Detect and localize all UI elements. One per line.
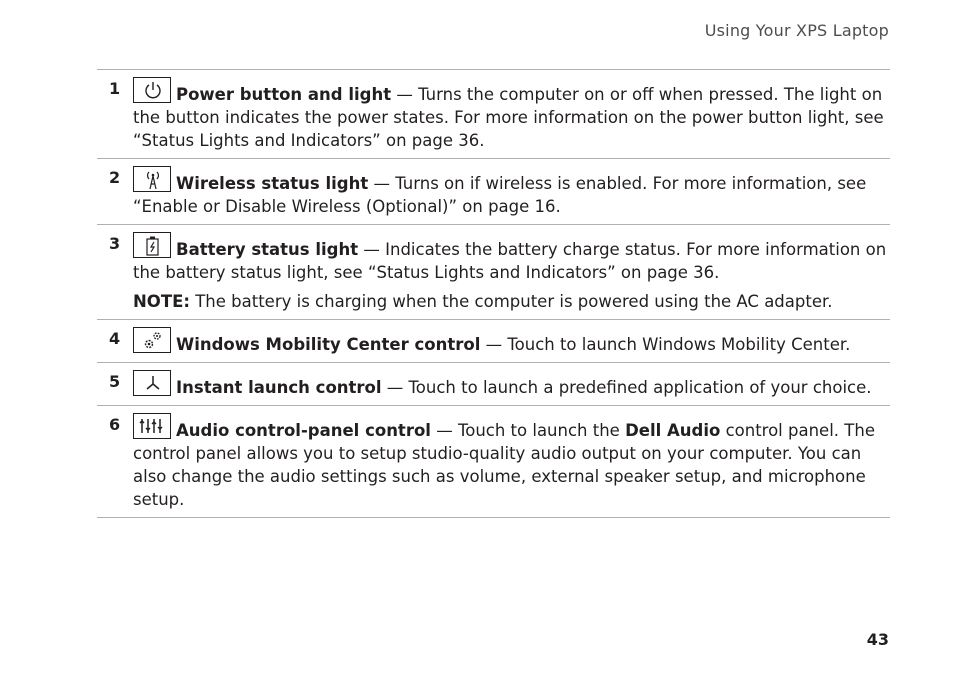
note bbox=[133, 290, 890, 313]
item-number: 5 bbox=[109, 372, 121, 391]
item-description: control panel. The control panel allows you to setup studio-quality audio output on your computer. You can also change the audio settings such as volume, external speaker setup, and microphone setup. bbox=[133, 421, 875, 509]
item-number: 4 bbox=[109, 329, 121, 348]
item-number: 6 bbox=[109, 415, 121, 434]
list-item bbox=[97, 159, 890, 225]
dell-audio-label: Dell Audio bbox=[625, 421, 721, 440]
item-number: 3 bbox=[109, 234, 121, 253]
list-item bbox=[97, 363, 890, 406]
mobility-center-icon bbox=[133, 327, 171, 353]
running-header: Using Your XPS Laptop bbox=[704, 21, 889, 40]
instant-launch-icon bbox=[133, 370, 171, 396]
item-title: Power button and light bbox=[176, 85, 392, 104]
list-item bbox=[97, 406, 890, 518]
battery-icon bbox=[133, 232, 171, 258]
item-number: 1 bbox=[109, 79, 121, 98]
item-title: Audio control-panel control bbox=[176, 421, 431, 440]
item-title: Windows Mobility Center control bbox=[176, 335, 481, 354]
wireless-icon bbox=[133, 166, 171, 192]
item-description: — Touch to launch a predefined application of your choice. bbox=[381, 378, 872, 397]
page-number: 43 bbox=[866, 630, 889, 649]
item-title: Battery status light bbox=[176, 240, 359, 259]
item-description: — Indicates the battery charge status. For more information on the battery status light, see “Status Lights and Indicators” on page 36. bbox=[133, 240, 887, 282]
item-title: Wireless status light bbox=[176, 174, 369, 193]
item-description-lead: — Touch to launch the bbox=[430, 421, 626, 440]
item-number: 2 bbox=[109, 168, 121, 187]
list-item bbox=[97, 320, 890, 363]
audio-panel-icon bbox=[133, 413, 171, 439]
item-description: — Touch to launch Windows Mobility Center. bbox=[480, 335, 851, 354]
list-item bbox=[97, 70, 890, 159]
note-text: The battery is charging when the computer is powered using the AC adapter. bbox=[189, 292, 833, 311]
note-label: NOTE: bbox=[133, 292, 190, 311]
item-description: — Turns on if wireless is enabled. For more information, see “Enable or Disable Wireless (Optional)” on page 16. bbox=[133, 174, 867, 216]
power-icon bbox=[133, 77, 171, 103]
item-title: Instant launch control bbox=[176, 378, 382, 397]
list-item bbox=[97, 225, 890, 320]
item-description: — Turns the computer on or off when pressed. The light on the button indicates the power states. For more information on the power button light, see “Status Lights and Indicators” on page 36. bbox=[133, 85, 884, 150]
controls-list bbox=[97, 69, 890, 518]
